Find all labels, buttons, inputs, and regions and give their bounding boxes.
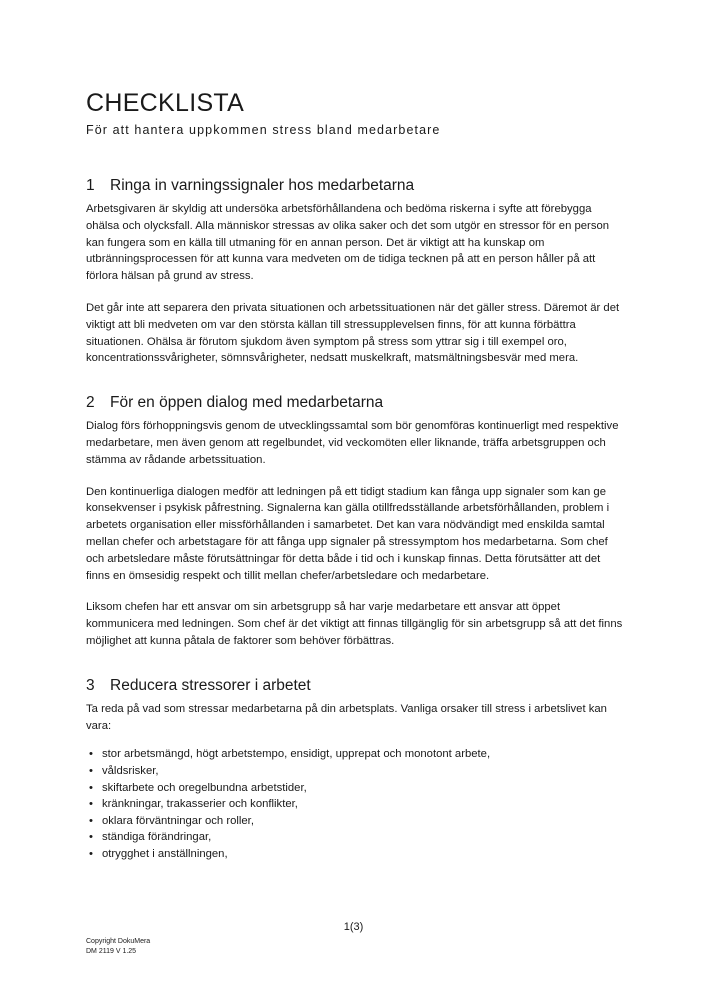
section-heading [86, 393, 626, 413]
section-heading [86, 676, 626, 696]
bullet-list [86, 746, 626, 862]
section-2 [86, 393, 626, 650]
list-item: • våldsrisker, [86, 763, 626, 780]
list-item: • skiftarbete och oregelbundna arbetstider, [86, 780, 626, 797]
section-title: Reducera stressorer i arbetet [110, 676, 311, 694]
list-item: • ständiga förändringar, [86, 829, 626, 846]
list-item: • kränkningar, trakasserier och konflikter, [86, 796, 626, 813]
footer [86, 937, 150, 956]
document-title: CHECKLISTA [86, 89, 245, 117]
section-3 [86, 676, 626, 863]
paragraph: Det går inte att separera den privata situationen och arbetssituationen när det gäller stress. Däremot är det viktigt att bli medveten om var den största källan till stressupplevelsen finns, för att kunna förbättra situationen. Ohälsa är förutom sjukdom även symptom på stress som yttrar sig i till exempel oro, koncentrationssvårigheter, sömnsvårigheter, nedsatt muskelkraft, matsmältningsbesvär med mera. [86, 301, 620, 365]
bullet-icon: • [89, 764, 93, 777]
section-heading [86, 176, 626, 196]
bullet-icon: • [89, 748, 93, 761]
bullet-icon: • [89, 831, 93, 844]
copyright-text: Copyright DokuMera [86, 938, 151, 945]
section-number: 2 [86, 394, 95, 412]
page-number: 1(3) [343, 921, 364, 933]
document-id: DM 2119 V 1.25 [86, 947, 137, 955]
document-page [86, 88, 626, 862]
section-title: För en öppen dialog med medarbetarna [110, 394, 384, 412]
paragraph: Den kontinuerliga dialogen medför att ledningen på ett tidigt stadium kan fånga upp signaler som kan ge konsekvenser i psykisk påfrestning. Signalerna kan gälla otillfredsställande arbetsförhållanden, problem i arbetets organisation eller missförhållanden i samarbetet. Det kan vara nödvändigt med enskilda samtal mellan chefer och arbetstagare för att fånga upp signaler på stressymptom hos medarbetarna. Som chef och arbetsledare måste förutsättningar för detta både i tid och i kunskap finnas. Detta förutsätter att det finns en ömsesidig respekt och tillit mellan chefer/arbetsledare och medarbetare. [86, 485, 610, 582]
bullet-icon: • [89, 847, 93, 860]
paragraph: Dialog förs förhoppningsvis genom de utvecklingssamtal som bör genomföras kontinuerligt med respektive medarbetare, men även genom att regelbundet, vid veckomöten eller liknande, träffa arbetsgruppen och stämma av rådande arbetssituation. [86, 420, 619, 466]
bullet-icon: • [89, 781, 93, 794]
section-title: Ringa in varningssignaler hos medarbetarna [110, 177, 415, 194]
list-item: • stor arbetsmängd, högt arbetstempo, ensidigt, upprepat och monotont arbete, [86, 746, 626, 763]
bullet-icon: • [89, 798, 93, 811]
section-number: 1 [86, 177, 95, 194]
list-item: • otrygghet i anställningen, [86, 846, 626, 863]
section-number: 3 [86, 676, 95, 694]
paragraph: Liksom chefen har ett ansvar om sin arbetsgrupp så har varje medarbetare ett ansvar att öppet kommunicera med ledningen. Som chef är det viktigt att finnas tillgänglig för sin arbetsgrupp så att det finns möjlighet att kunna påtala de faktorer som behöver förbättras. [86, 601, 623, 647]
document-subtitle: För att hantera uppkommen stress bland medarbetare [86, 123, 441, 137]
paragraph: Ta reda på vad som stressar medarbetarna på din arbetsplats. Vanliga orsaker till stress i arbetslivet kan vara: [86, 702, 607, 732]
section-1 [86, 176, 626, 367]
list-item: • oklara förväntningar och roller, [86, 813, 626, 830]
paragraph: Arbetsgivaren är skyldig att undersöka arbetsförhållandena och bedöma riskerna i syfte att förebygga ohälsa och olycksfall. Alla människor stressas av olika saker och det som utgör en stressor för en person kan fungera som en källa till utmaning för en annan person. Det är viktigt att ha kunskap om utbränningsprocessen för att kunna vara medveten om de tidiga tecknen på att en person håller på att förlora hälsan på grund av stress. [86, 203, 610, 283]
bullet-icon: • [89, 814, 93, 827]
